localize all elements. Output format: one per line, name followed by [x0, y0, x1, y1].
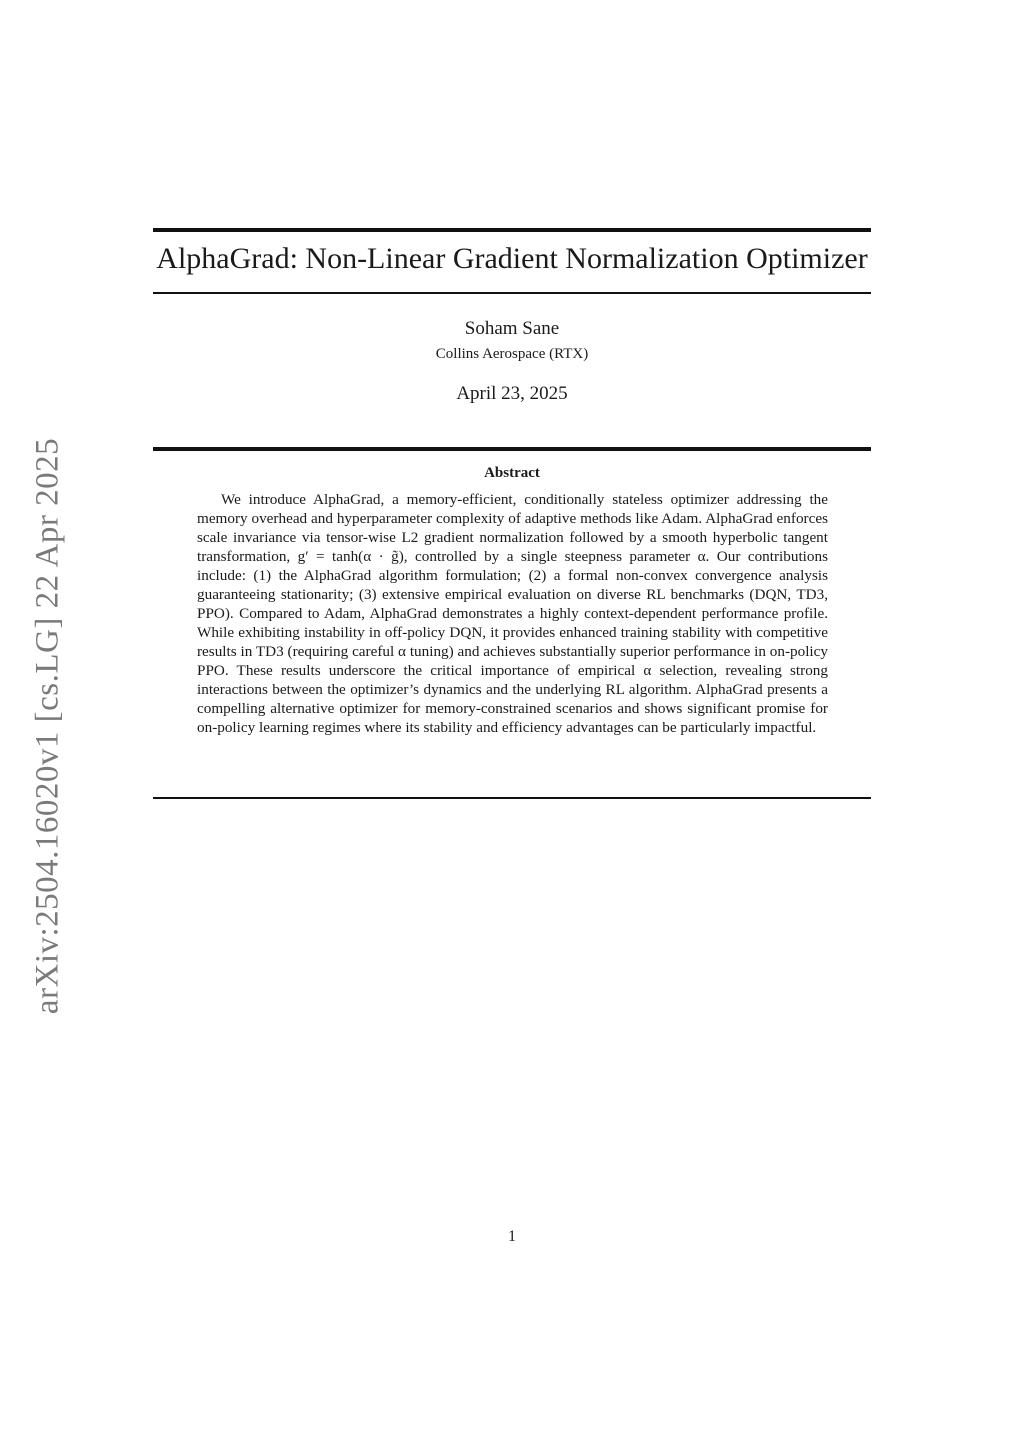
abstract-bottom-rule [153, 797, 871, 799]
arxiv-identifier-stamp: arXiv:2504.16020v1 [cs.LG] 22 Apr 2025 [29, 437, 66, 1015]
abstract-heading: Abstract [484, 465, 540, 481]
publication-date: April 23, 2025 [456, 383, 568, 404]
title-top-rule [153, 228, 871, 232]
paper-title: AlphaGrad: Non-Linear Gradient Normalization Optimizer [156, 242, 868, 275]
abstract-top-rule [153, 447, 871, 451]
page-number: 1 [508, 1228, 516, 1245]
author-name: Soham Sane [464, 318, 560, 339]
abstract-text: We introduce AlphaGrad, a memory-efficient, conditionally stateless optimizer addressing the memory overhead and hyperparameter complexity of adaptive methods like Adam. AlphaGrad enforces scale invariance via tensor-wise L2 gradient normalization followed by a smooth hyperbolic tangent transformation, g′ = tanh(α · g̃), controlled by a single steepness parameter α. Our contributions include: (1) the AlphaGrad algorithm formulation; (2) a formal non-convex convergence analysis guaranteeing stationarity; (3) extensive empirical evaluation on diverse RL benchmarks (DQN, TD3, PPO). Compared to Adam, AlphaGrad demonstrates a highly context-dependent performance profile. While exhibiting instability in off-policy DQN, it provides enhanced training stability with competitive results in TD3 (requiring careful α tuning) and achieves substantially superior performance in on-policy PPO. These results underscore the critical importance of empirical α selection, revealing strong interactions between the optimizer’s dynamics and the underlying RL algorithm. AlphaGrad presents a compelling alternative optimizer for memory-constrained scenarios and shows significant promise for on-policy learning regimes where its stability and efficiency advantages can be particularly impactful. [197, 491, 828, 736]
author-affiliation: Collins Aerospace (RTX) [435, 346, 589, 362]
title-bottom-rule [153, 292, 871, 294]
